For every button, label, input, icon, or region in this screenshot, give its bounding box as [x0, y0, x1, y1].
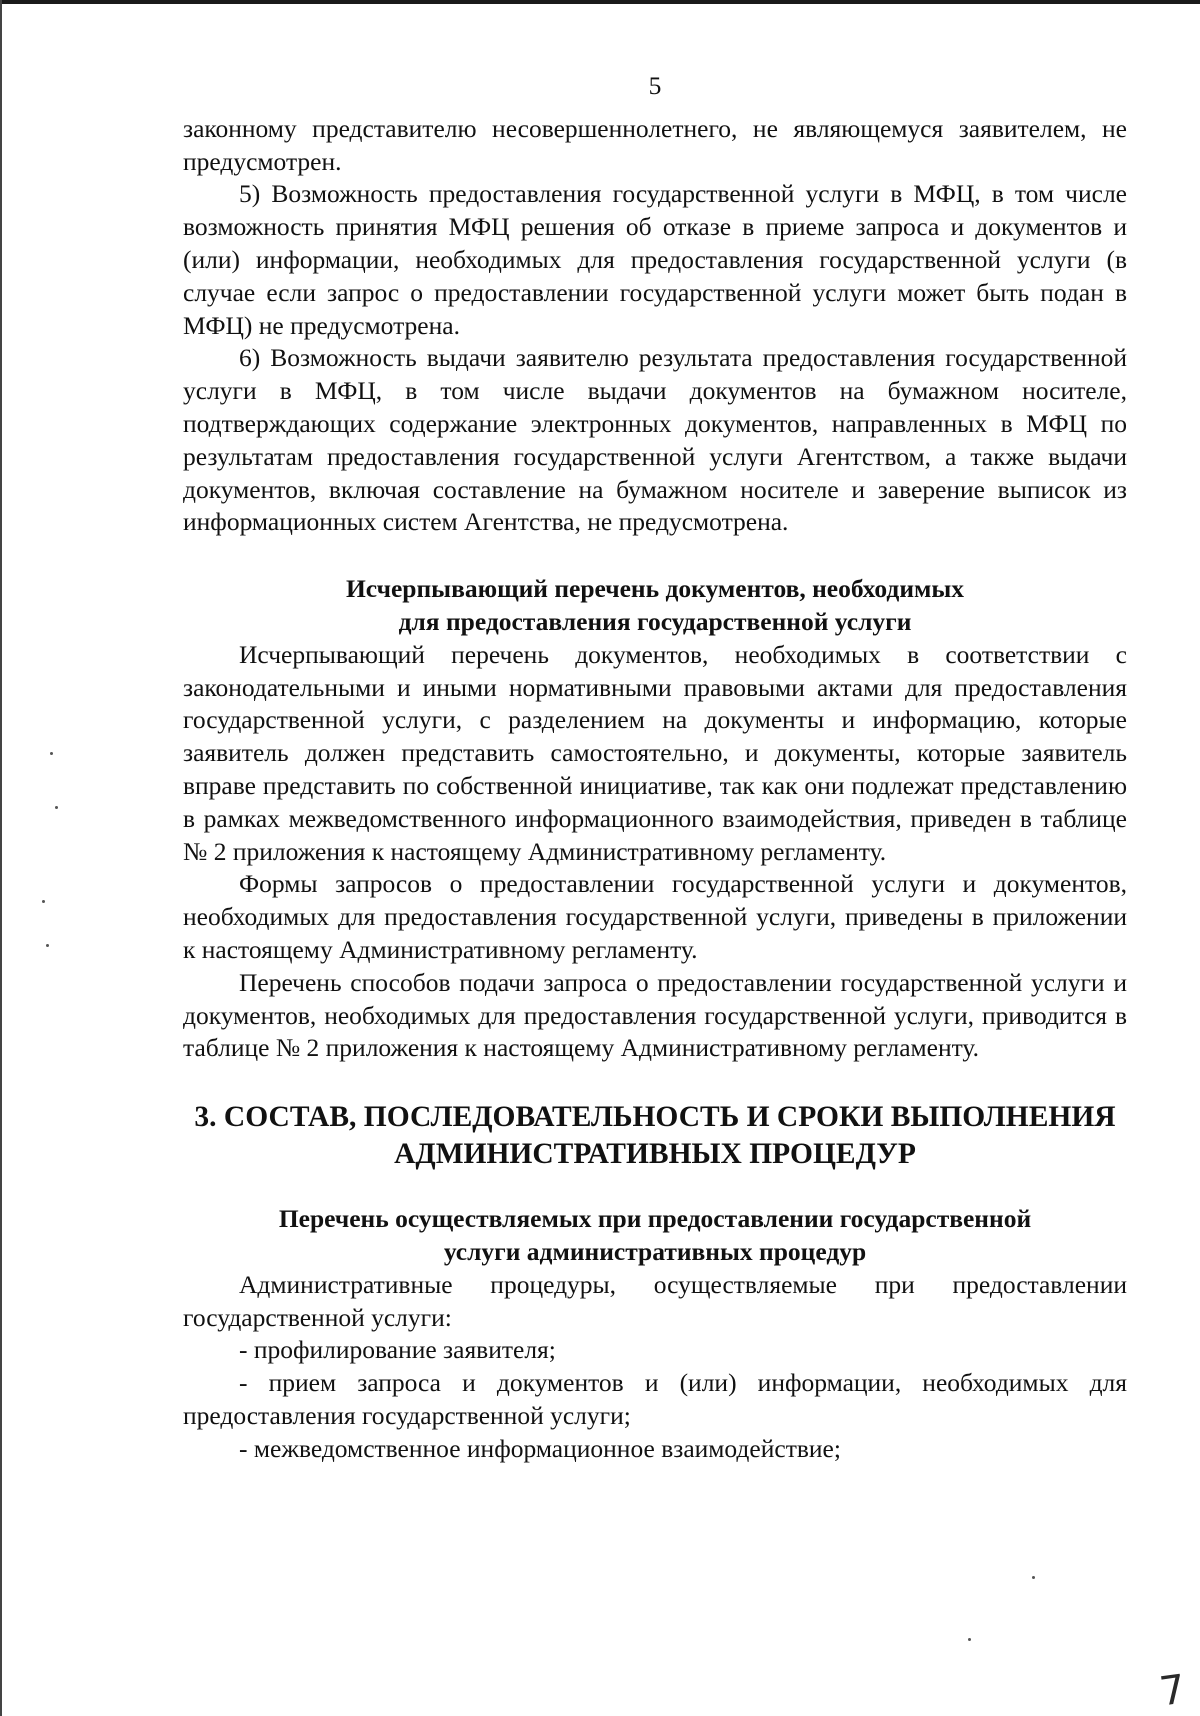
section3-heading-line2: АДМИНИСТРАТИВНЫХ ПРОЦЕДУР: [394, 1138, 916, 1171]
left-border-line: [0, 0, 2, 1716]
scan-speck: [50, 752, 53, 755]
scan-speck: [46, 944, 49, 947]
section3-heading-line1: 3. СОСТАВ, ПОСЛЕДОВАТЕЛЬНОСТЬ И СРОКИ ВЫПОЛНЕНИЯ: [194, 1101, 1116, 1134]
procedures-subheading-line2: услуги административных процедур: [443, 1236, 867, 1266]
spacer: [183, 539, 1127, 573]
list-item: - прием запроса и документов и (или) информации, необходимых для предоставления государственной услуги;: [183, 1368, 1127, 1430]
scan-speck: [1032, 1576, 1035, 1579]
documents-heading-line2: для предоставления государственной услуги: [398, 606, 912, 636]
procedures-intro: Административные процедуры, осуществляемые при предоставлении государственной услуги:: [183, 1269, 1127, 1332]
documents-paragraph: Перечень способов подачи запроса о предоставлении государственной услуги и документов, необходимых для предоставления государственной услуги, приводится в таблице № 2 приложения к настоящему Административному регламенту.: [183, 967, 1127, 1063]
spacer: [183, 1065, 1127, 1099]
documents-paragraph: Формы запросов о предоставлении государственной услуги и документов, необходимых для предоставления государственной услуги, приведены в приложении к настоящему Административному регламенту.: [183, 869, 1127, 964]
documents-paragraph: Исчерпывающий перечень документов, необходимых в соответствии с законодательными и иными нормативными правовыми актами для предоставления государственной услуги, с разделением на документы и информацию, которые заявитель должен представить самостоятельно, и документы, которые заявитель вправе представить по собственной инициативе, так как они подлежат представлению в рамках межведомственного информационного взаимодействия, приведен в таблице № 2 приложения к настоящему Административному регламенту.: [183, 639, 1127, 866]
top-border-line: [0, 0, 1200, 4]
document-page: [183, 70, 1127, 1465]
scan-speck: [42, 900, 45, 903]
page-number: 5: [648, 71, 662, 100]
scan-speck: [968, 1638, 971, 1641]
handwritten-page-mark: 7: [1156, 1666, 1189, 1716]
list-item: - межведомственное информационное взаимодействие;: [239, 1433, 841, 1463]
documents-heading-line1: Исчерпывающий перечень документов, необходимых: [345, 574, 965, 604]
spacer: [183, 1173, 1127, 1203]
procedures-subheading-line1: Перечень осуществляемых при предоставлении государственной: [278, 1204, 1032, 1234]
paragraph-item-6: 6) Возможность выдачи заявителю результата предоставления государственной услуги в МФЦ, в том числе выдачи документов на бумажном носителе, подтверждающих содержание электронных документов, направленных в МФЦ по результатам предоставления государственной услуги Агентством, а также выдачи документов, включая составление на бумажном носителе и заверение выписок из информационных систем Агентства, не предусмотрена.: [183, 343, 1127, 537]
paragraph-item-5: 5) Возможность предоставления государственной услуги в МФЦ, в том числе возможность принятия МФЦ решения об отказе в приеме запроса и документов и (или) информации, необходимых для предоставления государственной услуги (в случае если запрос о предоставлении государственной услуги может быть подан в МФЦ) не предусмотрена.: [183, 179, 1127, 340]
scan-speck: [55, 806, 58, 809]
paragraph-continuation: законному представителю несовершеннолетнего, не являющемуся заявителем, не предусмотрен.: [183, 113, 1127, 176]
list-item: - профилирование заявителя;: [239, 1335, 556, 1365]
